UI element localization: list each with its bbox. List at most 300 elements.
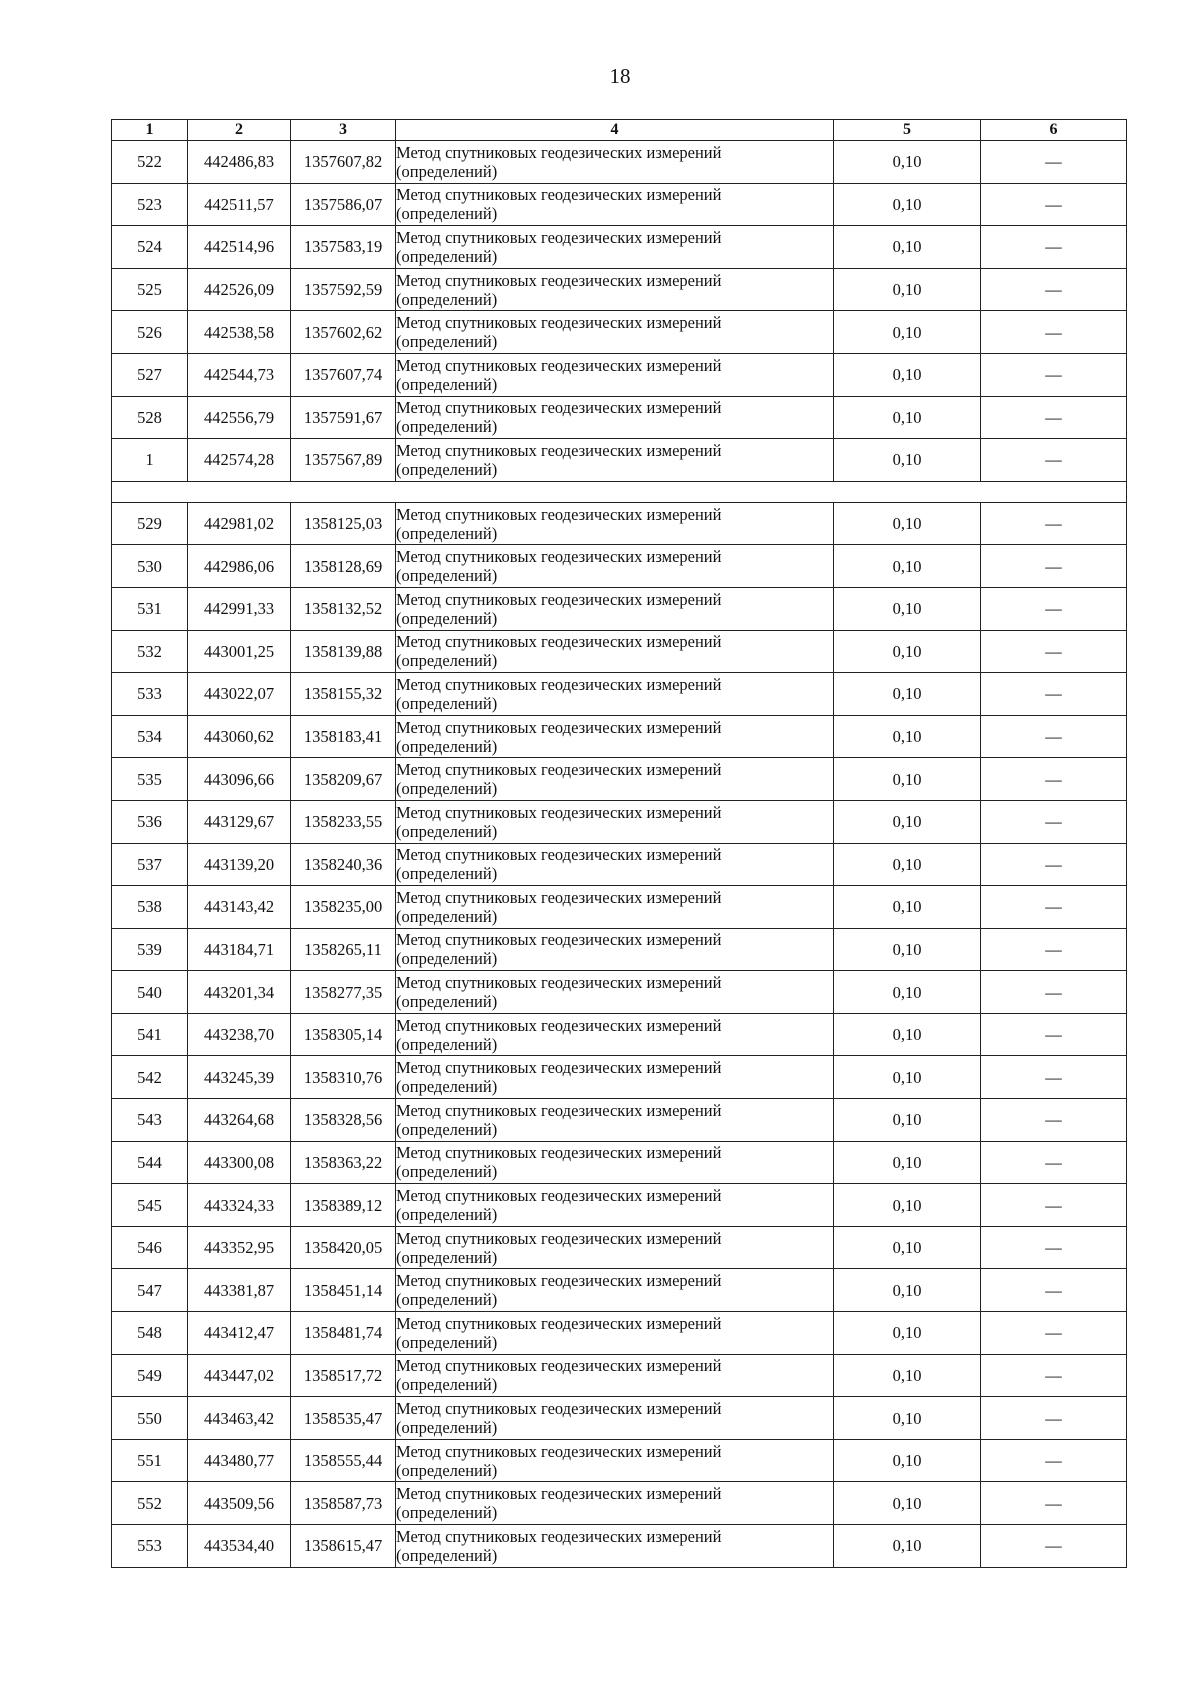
precision-cell: 0,10 <box>834 1141 981 1184</box>
method-text-line-1: Метод спутниковых геодезических измерений <box>396 845 722 865</box>
column-header-4: 4 <box>396 120 834 141</box>
note-cell: — <box>981 439 1127 482</box>
method-cell <box>396 1099 834 1142</box>
x-coordinate-cell: 443096,66 <box>188 758 291 801</box>
x-coordinate-cell: 443324,33 <box>188 1184 291 1227</box>
precision-cell: 0,10 <box>834 1056 981 1099</box>
method-cell <box>396 1439 834 1482</box>
point-number-cell: 537 <box>112 843 188 886</box>
column-header-6: 6 <box>981 120 1127 141</box>
x-coordinate-cell: 443022,07 <box>188 673 291 716</box>
x-coordinate-cell: 443264,68 <box>188 1099 291 1142</box>
method-cell <box>396 545 834 588</box>
method-text-line-2: (определений) <box>396 1375 498 1395</box>
x-coordinate-cell: 443001,25 <box>188 630 291 673</box>
x-coordinate-cell: 443060,62 <box>188 715 291 758</box>
method-text-line-2: (определений) <box>396 1162 498 1182</box>
table-row <box>112 758 1127 801</box>
table-row <box>112 1056 1127 1099</box>
method-text-line-1: Метод спутниковых геодезических измерений <box>396 1399 722 1419</box>
method-text-line-1: Метод спутниковых геодезических измерений <box>396 355 722 375</box>
method-text-line-1: Метод спутниковых геодезических измерений <box>396 440 722 460</box>
method-text-line-1: Метод спутниковых геодезических измерений <box>396 632 722 652</box>
table-row <box>112 1226 1127 1269</box>
method-text-line-1: Метод спутниковых геодезических измерений <box>396 1143 722 1163</box>
note-cell: — <box>981 587 1127 630</box>
table-row <box>112 545 1127 588</box>
table-row <box>112 226 1127 269</box>
method-text-line-1: Метод спутниковых геодезических измерений <box>396 227 722 247</box>
method-text-line-2: (определений) <box>396 1119 498 1139</box>
precision-cell: 0,10 <box>834 183 981 226</box>
y-coordinate-cell: 1358125,03 <box>291 502 396 545</box>
x-coordinate-cell: 443534,40 <box>188 1525 291 1568</box>
x-coordinate-cell: 443352,95 <box>188 1226 291 1269</box>
y-coordinate-cell: 1358535,47 <box>291 1397 396 1440</box>
y-coordinate-cell: 1358451,14 <box>291 1269 396 1312</box>
x-coordinate-cell: 442986,06 <box>188 545 291 588</box>
table-row <box>112 311 1127 354</box>
method-text-line-1: Метод спутниковых геодезических измерений <box>396 185 722 205</box>
point-number-cell: 525 <box>112 268 188 311</box>
method-text-line-1: Метод спутниковых геодезических измерений <box>396 674 722 694</box>
method-cell <box>396 1226 834 1269</box>
method-text-line-2: (определений) <box>396 1545 498 1565</box>
note-cell: — <box>981 1439 1127 1482</box>
precision-cell: 0,10 <box>834 843 981 886</box>
x-coordinate-cell: 443245,39 <box>188 1056 291 1099</box>
method-cell <box>396 1013 834 1056</box>
method-cell <box>396 1184 834 1227</box>
precision-cell: 0,10 <box>834 353 981 396</box>
note-cell: — <box>981 183 1127 226</box>
method-text-line-2: (определений) <box>396 417 498 437</box>
y-coordinate-cell: 1358235,00 <box>291 886 396 929</box>
point-number-cell: 524 <box>112 226 188 269</box>
note-cell: — <box>981 1056 1127 1099</box>
y-coordinate-cell: 1358240,36 <box>291 843 396 886</box>
precision-cell: 0,10 <box>834 439 981 482</box>
note-cell: — <box>981 800 1127 843</box>
note-cell: — <box>981 396 1127 439</box>
table-row <box>112 971 1127 1014</box>
point-number-cell: 535 <box>112 758 188 801</box>
method-cell <box>396 1269 834 1312</box>
note-cell: — <box>981 268 1127 311</box>
precision-cell: 0,10 <box>834 1013 981 1056</box>
note-cell: — <box>981 1184 1127 1227</box>
method-text-line-1: Метод спутниковых геодезических измерений <box>396 1100 722 1120</box>
y-coordinate-cell: 1358517,72 <box>291 1354 396 1397</box>
method-text-line-2: (определений) <box>396 204 498 224</box>
x-coordinate-cell: 443381,87 <box>188 1269 291 1312</box>
precision-cell: 0,10 <box>834 630 981 673</box>
note-cell: — <box>981 1269 1127 1312</box>
method-text-line-2: (определений) <box>396 289 498 309</box>
method-text-line-2: (определений) <box>396 246 498 266</box>
method-text-line-2: (определений) <box>396 1247 498 1267</box>
method-text-line-1: Метод спутниковых геодезических измерений <box>396 398 722 418</box>
method-text-line-2: (определений) <box>396 332 498 352</box>
column-header-5: 5 <box>834 120 981 141</box>
table-row <box>112 268 1127 311</box>
point-number-cell: 527 <box>112 353 188 396</box>
x-coordinate-cell: 442981,02 <box>188 502 291 545</box>
y-coordinate-cell: 1358328,56 <box>291 1099 396 1142</box>
y-coordinate-cell: 1357567,89 <box>291 439 396 482</box>
point-number-cell: 528 <box>112 396 188 439</box>
point-number-cell: 532 <box>112 630 188 673</box>
point-number-cell: 539 <box>112 928 188 971</box>
method-cell <box>396 311 834 354</box>
method-text-line-1: Метод спутниковых геодезических измерений <box>396 1441 722 1461</box>
table-row <box>112 1439 1127 1482</box>
precision-cell: 0,10 <box>834 1099 981 1142</box>
precision-cell: 0,10 <box>834 545 981 588</box>
y-coordinate-cell: 1358209,67 <box>291 758 396 801</box>
method-text-line-2: (определений) <box>396 693 498 713</box>
y-coordinate-cell: 1357583,19 <box>291 226 396 269</box>
precision-cell: 0,10 <box>834 928 981 971</box>
method-cell <box>396 1141 834 1184</box>
method-cell <box>396 587 834 630</box>
method-text-line-2: (определений) <box>396 1077 498 1097</box>
precision-cell: 0,10 <box>834 800 981 843</box>
table-row <box>112 396 1127 439</box>
method-text-line-2: (определений) <box>396 864 498 884</box>
table-row <box>112 630 1127 673</box>
point-number-cell: 534 <box>112 715 188 758</box>
note-cell: — <box>981 1312 1127 1355</box>
method-cell <box>396 1397 834 1440</box>
point-number-cell: 531 <box>112 587 188 630</box>
x-coordinate-cell: 442486,83 <box>188 141 291 184</box>
note-cell: — <box>981 1141 1127 1184</box>
precision-cell: 0,10 <box>834 1354 981 1397</box>
method-text-line-2: (определений) <box>396 459 498 479</box>
note-cell: — <box>981 630 1127 673</box>
method-text-line-1: Метод спутниковых геодезических измерений <box>396 760 722 780</box>
y-coordinate-cell: 1358265,11 <box>291 928 396 971</box>
precision-cell: 0,10 <box>834 1226 981 1269</box>
method-cell <box>396 141 834 184</box>
y-coordinate-cell: 1358363,22 <box>291 1141 396 1184</box>
table-row <box>112 928 1127 971</box>
note-cell: — <box>981 1354 1127 1397</box>
precision-cell: 0,10 <box>834 1439 981 1482</box>
x-coordinate-cell: 442544,73 <box>188 353 291 396</box>
method-cell <box>396 1354 834 1397</box>
point-number-cell: 545 <box>112 1184 188 1227</box>
point-number-cell: 553 <box>112 1525 188 1568</box>
precision-cell: 0,10 <box>834 886 981 929</box>
method-text-line-1: Метод спутниковых геодезических измерений <box>396 1058 722 1078</box>
point-number-cell: 549 <box>112 1354 188 1397</box>
note-cell: — <box>981 971 1127 1014</box>
precision-cell: 0,10 <box>834 1525 981 1568</box>
point-number-cell: 522 <box>112 141 188 184</box>
method-cell <box>396 183 834 226</box>
table-row <box>112 1482 1127 1525</box>
point-number-cell: 550 <box>112 1397 188 1440</box>
x-coordinate-cell: 443463,42 <box>188 1397 291 1440</box>
precision-cell: 0,10 <box>834 673 981 716</box>
method-text-line-1: Метод спутниковых геодезических измерений <box>396 1228 722 1248</box>
column-header-3: 3 <box>291 120 396 141</box>
method-cell <box>396 715 834 758</box>
method-text-line-1: Метод спутниковых геодезических измерений <box>396 1015 722 1035</box>
group-separator-row <box>112 481 1127 502</box>
point-number-cell: 523 <box>112 183 188 226</box>
method-cell <box>396 268 834 311</box>
precision-cell: 0,10 <box>834 396 981 439</box>
method-text-line-2: (определений) <box>396 651 498 671</box>
table-row <box>112 502 1127 545</box>
method-text-line-1: Метод спутниковых геодезических измерений <box>396 1271 722 1291</box>
method-cell <box>396 758 834 801</box>
method-text-line-2: (определений) <box>396 1205 498 1225</box>
table-row <box>112 1099 1127 1142</box>
method-text-line-2: (определений) <box>396 1460 498 1480</box>
note-cell: — <box>981 545 1127 588</box>
point-number-cell: 529 <box>112 502 188 545</box>
method-text-line-2: (определений) <box>396 821 498 841</box>
column-header-1: 1 <box>112 120 188 141</box>
group-separator-cell <box>112 481 1127 502</box>
y-coordinate-cell: 1358277,35 <box>291 971 396 1014</box>
note-cell: — <box>981 715 1127 758</box>
x-coordinate-cell: 442538,58 <box>188 311 291 354</box>
note-cell: — <box>981 1099 1127 1142</box>
method-text-line-1: Метод спутниковых геодезических измерений <box>396 802 722 822</box>
note-cell: — <box>981 928 1127 971</box>
x-coordinate-cell: 442511,57 <box>188 183 291 226</box>
y-coordinate-cell: 1358132,52 <box>291 587 396 630</box>
point-number-cell: 526 <box>112 311 188 354</box>
y-coordinate-cell: 1358587,73 <box>291 1482 396 1525</box>
table-row <box>112 1525 1127 1568</box>
coordinates-table <box>111 119 1127 1568</box>
precision-cell: 0,10 <box>834 1482 981 1525</box>
point-number-cell: 543 <box>112 1099 188 1142</box>
y-coordinate-cell: 1358305,14 <box>291 1013 396 1056</box>
method-text-line-1: Метод спутниковых геодезических измерений <box>396 1313 722 1333</box>
method-cell <box>396 1482 834 1525</box>
table-row <box>112 800 1127 843</box>
method-text-line-1: Метод спутниковых геодезических измерений <box>396 589 722 609</box>
method-text-line-2: (определений) <box>396 1503 498 1523</box>
precision-cell: 0,10 <box>834 1397 981 1440</box>
table-row <box>112 1141 1127 1184</box>
point-number-cell: 552 <box>112 1482 188 1525</box>
method-text-line-1: Метод спутниковых геодезических измерений <box>396 270 722 290</box>
method-text-line-1: Метод спутниковых геодезических измерений <box>396 1186 722 1206</box>
method-text-line-2: (определений) <box>396 906 498 926</box>
table-row <box>112 1312 1127 1355</box>
y-coordinate-cell: 1358389,12 <box>291 1184 396 1227</box>
table-row <box>112 1397 1127 1440</box>
precision-cell: 0,10 <box>834 1184 981 1227</box>
table-row <box>112 587 1127 630</box>
point-number-cell: 544 <box>112 1141 188 1184</box>
y-coordinate-cell: 1358420,05 <box>291 1226 396 1269</box>
method-text-line-1: Метод спутниковых геодезических измерений <box>396 504 722 524</box>
y-coordinate-cell: 1357586,07 <box>291 183 396 226</box>
method-text-line-2: (определений) <box>396 1290 498 1310</box>
x-coordinate-cell: 443412,47 <box>188 1312 291 1355</box>
method-text-line-1: Метод спутниковых геодезических измерений <box>396 142 722 162</box>
method-text-line-2: (определений) <box>396 1332 498 1352</box>
point-number-cell: 538 <box>112 886 188 929</box>
method-text-line-2: (определений) <box>396 736 498 756</box>
method-text-line-1: Метод спутниковых геодезических измерений <box>396 547 722 567</box>
table-body <box>112 141 1127 1568</box>
method-text-line-1: Метод спутниковых геодезических измерений <box>396 313 722 333</box>
method-text-line-1: Метод спутниковых геодезических измерений <box>396 973 722 993</box>
point-number-cell: 541 <box>112 1013 188 1056</box>
point-number-cell: 533 <box>112 673 188 716</box>
precision-cell: 0,10 <box>834 1312 981 1355</box>
method-cell <box>396 630 834 673</box>
note-cell: — <box>981 1482 1127 1525</box>
method-text-line-2: (определений) <box>396 1418 498 1438</box>
x-coordinate-cell: 443184,71 <box>188 928 291 971</box>
note-cell: — <box>981 1397 1127 1440</box>
point-number-cell: 540 <box>112 971 188 1014</box>
method-cell <box>396 1056 834 1099</box>
x-coordinate-cell: 443201,34 <box>188 971 291 1014</box>
column-header-2: 2 <box>188 120 291 141</box>
method-cell <box>396 971 834 1014</box>
method-text-line-2: (определений) <box>396 779 498 799</box>
y-coordinate-cell: 1358481,74 <box>291 1312 396 1355</box>
method-text-line-1: Метод спутниковых геодезических измерений <box>396 717 722 737</box>
precision-cell: 0,10 <box>834 758 981 801</box>
note-cell: — <box>981 673 1127 716</box>
note-cell: — <box>981 843 1127 886</box>
y-coordinate-cell: 1358183,41 <box>291 715 396 758</box>
precision-cell: 0,10 <box>834 226 981 269</box>
method-text-line-2: (определений) <box>396 374 498 394</box>
y-coordinate-cell: 1358555,44 <box>291 1439 396 1482</box>
y-coordinate-cell: 1358155,32 <box>291 673 396 716</box>
x-coordinate-cell: 443139,20 <box>188 843 291 886</box>
table-row <box>112 1354 1127 1397</box>
precision-cell: 0,10 <box>834 268 981 311</box>
note-cell: — <box>981 141 1127 184</box>
method-text-line-1: Метод спутниковых геодезических измерений <box>396 1484 722 1504</box>
method-cell <box>396 1525 834 1568</box>
method-cell <box>396 800 834 843</box>
method-cell <box>396 502 834 545</box>
table-row <box>112 439 1127 482</box>
point-number-cell: 530 <box>112 545 188 588</box>
method-text-line-2: (определений) <box>396 566 498 586</box>
method-cell <box>396 353 834 396</box>
method-text-line-2: (определений) <box>396 161 498 181</box>
table-row <box>112 1013 1127 1056</box>
point-number-cell: 546 <box>112 1226 188 1269</box>
method-cell <box>396 673 834 716</box>
point-number-cell: 547 <box>112 1269 188 1312</box>
x-coordinate-cell: 443447,02 <box>188 1354 291 1397</box>
x-coordinate-cell: 442574,28 <box>188 439 291 482</box>
x-coordinate-cell: 443509,56 <box>188 1482 291 1525</box>
method-cell <box>396 843 834 886</box>
table-row <box>112 141 1127 184</box>
table-row <box>112 353 1127 396</box>
note-cell: — <box>981 1226 1127 1269</box>
point-number-cell: 536 <box>112 800 188 843</box>
y-coordinate-cell: 1357591,67 <box>291 396 396 439</box>
method-cell <box>396 396 834 439</box>
point-number-cell: 551 <box>112 1439 188 1482</box>
note-cell: — <box>981 311 1127 354</box>
y-coordinate-cell: 1358615,47 <box>291 1525 396 1568</box>
point-number-cell: 1 <box>112 439 188 482</box>
table-row <box>112 715 1127 758</box>
x-coordinate-cell: 442556,79 <box>188 396 291 439</box>
note-cell: — <box>981 886 1127 929</box>
note-cell: — <box>981 1525 1127 1568</box>
method-cell <box>396 226 834 269</box>
table-row <box>112 1269 1127 1312</box>
precision-cell: 0,10 <box>834 311 981 354</box>
precision-cell: 0,10 <box>834 971 981 1014</box>
y-coordinate-cell: 1357607,74 <box>291 353 396 396</box>
y-coordinate-cell: 1357602,62 <box>291 311 396 354</box>
x-coordinate-cell: 443238,70 <box>188 1013 291 1056</box>
method-text-line-1: Метод спутниковых геодезических измерений <box>396 1526 722 1546</box>
precision-cell: 0,10 <box>834 141 981 184</box>
precision-cell: 0,10 <box>834 715 981 758</box>
note-cell: — <box>981 502 1127 545</box>
table-row <box>112 673 1127 716</box>
y-coordinate-cell: 1357592,59 <box>291 268 396 311</box>
table-row <box>112 183 1127 226</box>
x-coordinate-cell: 443143,42 <box>188 886 291 929</box>
y-coordinate-cell: 1358310,76 <box>291 1056 396 1099</box>
page-number: 18 <box>609 64 631 88</box>
method-text-line-2: (определений) <box>396 523 498 543</box>
precision-cell: 0,10 <box>834 587 981 630</box>
y-coordinate-cell: 1358233,55 <box>291 800 396 843</box>
header-row <box>112 120 1127 141</box>
method-cell <box>396 1312 834 1355</box>
x-coordinate-cell: 443129,67 <box>188 800 291 843</box>
x-coordinate-cell: 442991,33 <box>188 587 291 630</box>
table-row <box>112 1184 1127 1227</box>
x-coordinate-cell: 443300,08 <box>188 1141 291 1184</box>
method-text-line-2: (определений) <box>396 608 498 628</box>
precision-cell: 0,10 <box>834 1269 981 1312</box>
note-cell: — <box>981 353 1127 396</box>
table-row <box>112 886 1127 929</box>
method-cell <box>396 928 834 971</box>
x-coordinate-cell: 442526,09 <box>188 268 291 311</box>
point-number-cell: 548 <box>112 1312 188 1355</box>
method-text-line-2: (определений) <box>396 949 498 969</box>
y-coordinate-cell: 1357607,82 <box>291 141 396 184</box>
method-text-line-2: (определений) <box>396 992 498 1012</box>
table-row <box>112 843 1127 886</box>
method-text-line-2: (определений) <box>396 1034 498 1054</box>
x-coordinate-cell: 442514,96 <box>188 226 291 269</box>
method-text-line-1: Метод спутниковых геодезических измерений <box>396 930 722 950</box>
point-number-cell: 542 <box>112 1056 188 1099</box>
x-coordinate-cell: 443480,77 <box>188 1439 291 1482</box>
method-text-line-1: Метод спутниковых геодезических измерений <box>396 1356 722 1376</box>
